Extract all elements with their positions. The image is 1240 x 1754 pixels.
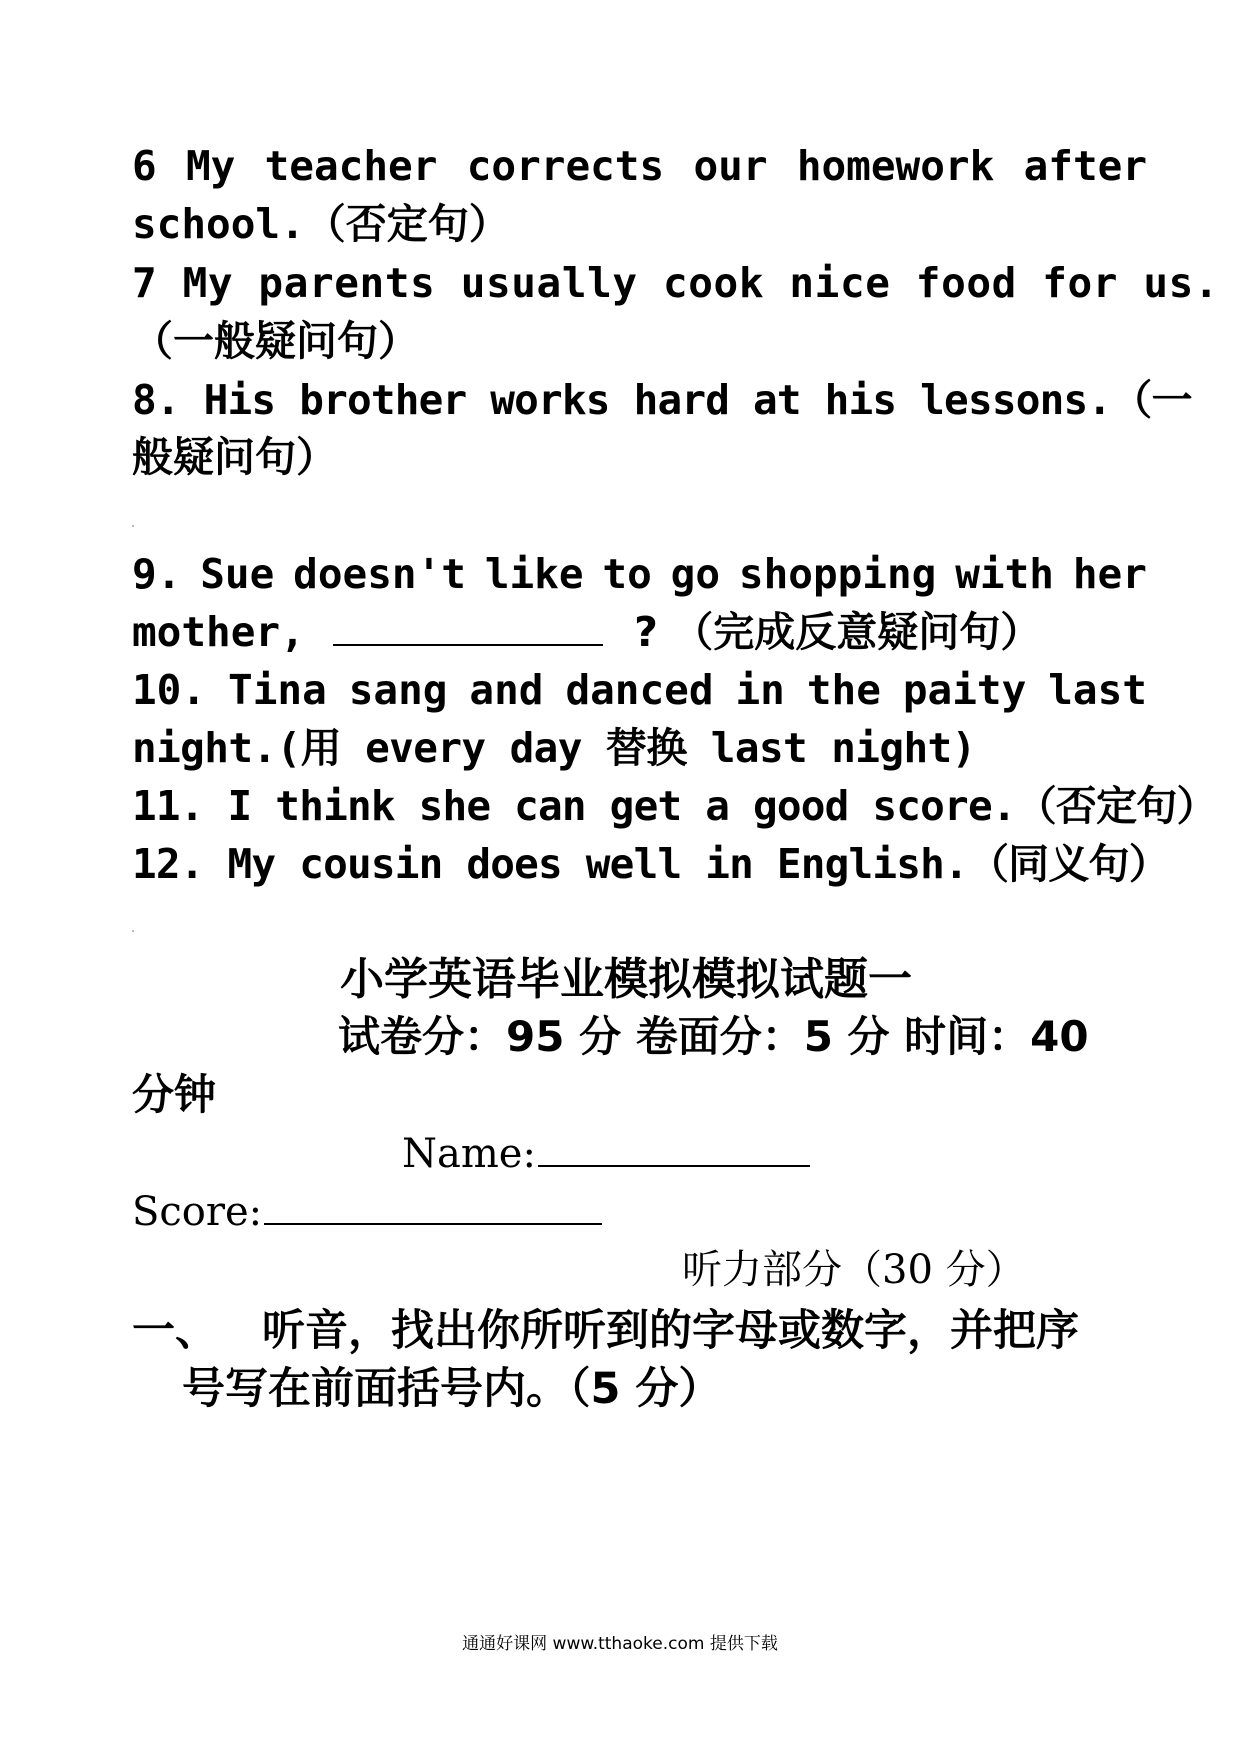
scan-speck <box>132 930 134 932</box>
question-9-word: like <box>484 550 584 598</box>
question-10-instruction: night.(用 every day 替换 last night) <box>132 724 976 772</box>
listening-section-header: 听力部分（30 分） <box>682 1247 1026 1293</box>
question-6-word: our <box>693 142 768 190</box>
name-row <box>402 1131 810 1177</box>
question-10-line-2 <box>132 724 1147 772</box>
question-6-word: corrects <box>466 142 665 190</box>
question-10-word: the <box>806 666 881 714</box>
score-field[interactable] <box>264 1222 602 1225</box>
question-9-word: doesn't <box>293 550 466 598</box>
question-6-word: homework <box>796 142 995 190</box>
question-7-instruction: （一般疑问句） <box>132 317 419 365</box>
section-1-instruction-cont: 号写在前面括号内。（5 分） <box>182 1364 722 1414</box>
question-6-line-2 <box>132 200 1147 248</box>
name-field[interactable] <box>538 1164 810 1167</box>
question-10-word: 10. <box>132 666 207 714</box>
question-10-line-1 <box>132 666 1147 714</box>
question-9-word: Sue <box>200 550 275 598</box>
question-9-word: her <box>1072 550 1147 598</box>
exam-info: 试卷分：95 分 卷面分：5 分 时间：40 <box>338 1012 1089 1061</box>
question-11-line-1 <box>132 782 1217 830</box>
name-label: Name: <box>402 1131 536 1177</box>
footer-source: 通通好课网 www.tthaoke.com 提供下载 <box>462 1634 778 1654</box>
score-row <box>132 1189 602 1235</box>
question-9-instruction: ? （完成反意疑问句） <box>634 608 1042 656</box>
question-9-word: to <box>602 550 652 598</box>
question-6-text-cont: school.（否定句） <box>132 200 510 248</box>
scan-speck <box>132 525 134 527</box>
question-7-text: 7 My parents usually cook nice food for us. <box>132 259 1220 307</box>
question-10-word: last <box>1048 666 1147 714</box>
question-8-line-2 <box>132 433 1147 481</box>
question-6-word: My <box>185 142 236 190</box>
question-11-text: 11. I think she can get a good score.（否定句） <box>132 782 1217 830</box>
question-9-word: shopping <box>738 550 937 598</box>
score-label: Score: <box>132 1189 263 1235</box>
question-10-word: and <box>469 666 544 714</box>
question-6-word: after <box>1023 142 1147 190</box>
question-8-instruction: 般疑问句） <box>132 433 337 481</box>
question-12-line-1 <box>132 840 1169 888</box>
question-6-word: teacher <box>264 142 438 190</box>
question-8-line-1 <box>132 376 1192 424</box>
exam-title: 小学英语毕业模拟模拟试题一 <box>340 954 912 1005</box>
question-9-line-1 <box>132 550 1147 598</box>
question-6-word: 6 <box>132 142 157 190</box>
section-1-instruction: 听音，找出你所听到的字母或数字，并把序 <box>262 1306 1079 1356</box>
question-9-text-cont: mother, <box>132 608 305 656</box>
question-10-word: sang <box>348 666 448 714</box>
question-10-word: paity <box>902 666 1027 714</box>
exam-info-cont: 分钟 <box>132 1070 217 1119</box>
question-9-word: go <box>670 550 721 598</box>
question-9-line-2 <box>132 608 1147 656</box>
question-6-line-1 <box>132 142 1147 190</box>
tag-question-blank[interactable] <box>333 643 603 646</box>
question-7-line-2 <box>132 317 1147 365</box>
question-12-text: 12. My cousin does well in English.（同义句） <box>132 840 1169 888</box>
question-8-text: 8. His brother works hard at his lessons.（一 <box>132 376 1192 424</box>
question-10-word: danced <box>565 666 714 714</box>
question-10-word: Tina <box>228 666 327 714</box>
question-10-word: in <box>735 666 785 714</box>
section-1-number: 一、 <box>132 1306 218 1356</box>
question-9-word: 9. <box>132 550 182 598</box>
question-7-line-1 <box>132 259 1220 307</box>
question-9-word: with <box>955 550 1054 598</box>
